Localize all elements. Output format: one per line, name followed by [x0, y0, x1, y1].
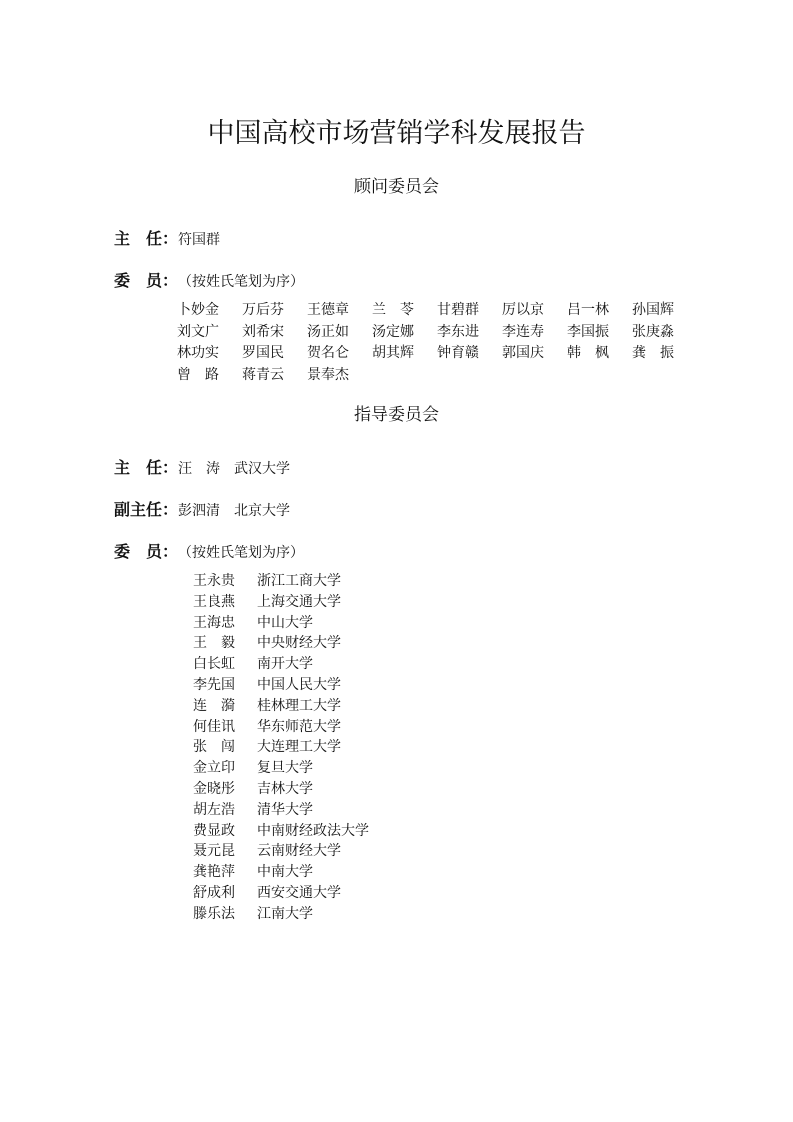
steering-member-university: 浙江工商大学	[257, 573, 341, 589]
advisory-member-name: 李东进	[437, 323, 479, 340]
steering-member-name: 连 漪	[193, 697, 235, 714]
steering-member-name: 何佳讯	[193, 718, 235, 735]
advisory-members-header	[114, 269, 304, 293]
steering-member-university: 中山大学	[257, 614, 313, 631]
steering-member-university: 吉林大学	[257, 780, 313, 797]
steering-member-name: 金晓彤	[193, 780, 235, 797]
advisory-member-name: 韩 枫	[567, 345, 609, 361]
advisory-member-name: 蒋青云	[242, 366, 284, 383]
steering-member-row	[193, 758, 369, 779]
advisory-member-name: 厉以京	[502, 302, 544, 318]
steering-member-name: 费显政	[193, 822, 235, 839]
steering-member-university: 中南大学	[257, 864, 313, 881]
steering-vice-chair-label: 副主任：	[114, 500, 179, 519]
steering-member-university: 中央财经大学	[257, 635, 341, 652]
steering-member-row	[193, 883, 369, 904]
advisory-member-name: 汤正如	[307, 323, 349, 340]
steering-vice-chair	[114, 498, 290, 522]
advisory-member-name: 李连寿	[502, 323, 544, 340]
steering-member-name: 王 毅	[193, 635, 235, 652]
steering-chair-value: 汪 涛 武汉大学	[178, 461, 291, 477]
steering-members-list	[193, 571, 369, 925]
advisory-member-name: 李国振	[567, 323, 609, 340]
steering-member-name: 聂元昆	[193, 843, 235, 860]
steering-member-name: 李先国	[193, 676, 235, 693]
advisory-member-name: 甘碧群	[437, 302, 479, 318]
steering-member-row	[193, 571, 369, 592]
steering-member-university: 桂林理工大学	[257, 697, 341, 714]
steering-vice-chair-value: 彭泗清 北京大学	[178, 503, 291, 519]
steering-member-university: 南开大学	[257, 656, 313, 673]
steering-members-label: 委 员：	[114, 542, 179, 561]
steering-member-name: 王永贵	[193, 573, 235, 589]
steering-member-university: 清华大学	[257, 801, 313, 818]
advisory-member-name: 刘希宋	[242, 323, 284, 340]
steering-member-row	[193, 800, 369, 821]
steering-member-row	[193, 675, 369, 696]
advisory-member-name: 贺名仑	[307, 345, 349, 361]
advisory-member-name: 王德章	[307, 302, 349, 318]
steering-member-row	[193, 821, 369, 842]
advisory-member-name: 兰 苓	[372, 302, 414, 318]
advisory-member-name: 胡其辉	[372, 345, 414, 361]
advisory-member-name: 钟育赣	[437, 345, 479, 361]
steering-member-university: 西安交通大学	[257, 884, 341, 901]
steering-member-university: 复旦大学	[257, 760, 313, 777]
advisory-committee-heading: 顾问委员会	[354, 177, 439, 197]
advisory-chair-label: 主 任：	[114, 229, 179, 248]
advisory-member-name: 张庚淼	[632, 323, 674, 340]
steering-member-name: 王良燕	[193, 593, 235, 610]
steering-member-row	[193, 904, 369, 925]
steering-member-name: 张 闯	[193, 739, 235, 756]
steering-member-name: 胡左浩	[193, 801, 235, 818]
steering-member-university: 云南财经大学	[257, 843, 341, 860]
advisory-member-name: 龚 振	[632, 345, 674, 361]
steering-chair	[114, 456, 290, 480]
steering-member-university: 上海交通大学	[257, 593, 341, 610]
steering-member-row	[193, 654, 369, 675]
steering-member-university: 华东师范大学	[257, 718, 341, 735]
advisory-members-label: 委 员：	[114, 271, 179, 290]
steering-member-row	[193, 862, 369, 883]
steering-members-note: （按姓氏笔划为序）	[178, 545, 305, 561]
steering-member-row	[193, 841, 369, 862]
steering-member-name: 舒成利	[193, 884, 235, 901]
steering-member-row	[193, 717, 369, 738]
steering-member-name: 金立印	[193, 760, 235, 777]
steering-member-row	[193, 737, 369, 758]
steering-member-row	[193, 779, 369, 800]
advisory-member-name: 万后芬	[242, 302, 284, 318]
steering-member-university: 中南财经政法大学	[257, 822, 369, 839]
steering-member-row	[193, 696, 369, 717]
page-title: 中国高校市场营销学科发展报告	[207, 118, 586, 149]
advisory-members-note: （按姓氏笔划为序）	[178, 274, 305, 290]
advisory-chair-name: 符国群	[178, 232, 221, 248]
steering-member-name: 滕乐法	[193, 905, 235, 922]
steering-member-university: 江南大学	[257, 905, 313, 922]
steering-member-name: 龚艳萍	[193, 864, 235, 881]
steering-members-header	[114, 540, 304, 564]
advisory-chair	[114, 227, 220, 251]
steering-chair-label: 主 任：	[114, 458, 179, 477]
advisory-member-name: 孙国辉	[632, 302, 674, 318]
advisory-member-name: 景奉杰	[307, 366, 349, 383]
advisory-member-name: 郭国庆	[502, 345, 544, 361]
advisory-members-grid	[177, 300, 697, 386]
steering-member-name: 白长虹	[193, 656, 235, 673]
advisory-member-name: 刘文广	[177, 323, 219, 340]
steering-member-row	[193, 613, 369, 634]
advisory-member-name: 汤定娜	[372, 323, 414, 340]
steering-member-university: 大连理工大学	[257, 739, 341, 756]
steering-member-row	[193, 633, 369, 654]
advisory-member-name: 林功实	[177, 345, 219, 361]
steering-member-row	[193, 592, 369, 613]
steering-member-name: 王海忠	[193, 614, 235, 631]
advisory-member-name: 曾 路	[177, 366, 219, 383]
advisory-member-name: 卜妙金	[177, 302, 219, 318]
steering-committee-heading: 指导委员会	[354, 405, 439, 425]
advisory-member-name: 吕一林	[567, 302, 609, 318]
steering-member-university: 中国人民大学	[257, 676, 341, 693]
advisory-member-name: 罗国民	[242, 345, 284, 361]
